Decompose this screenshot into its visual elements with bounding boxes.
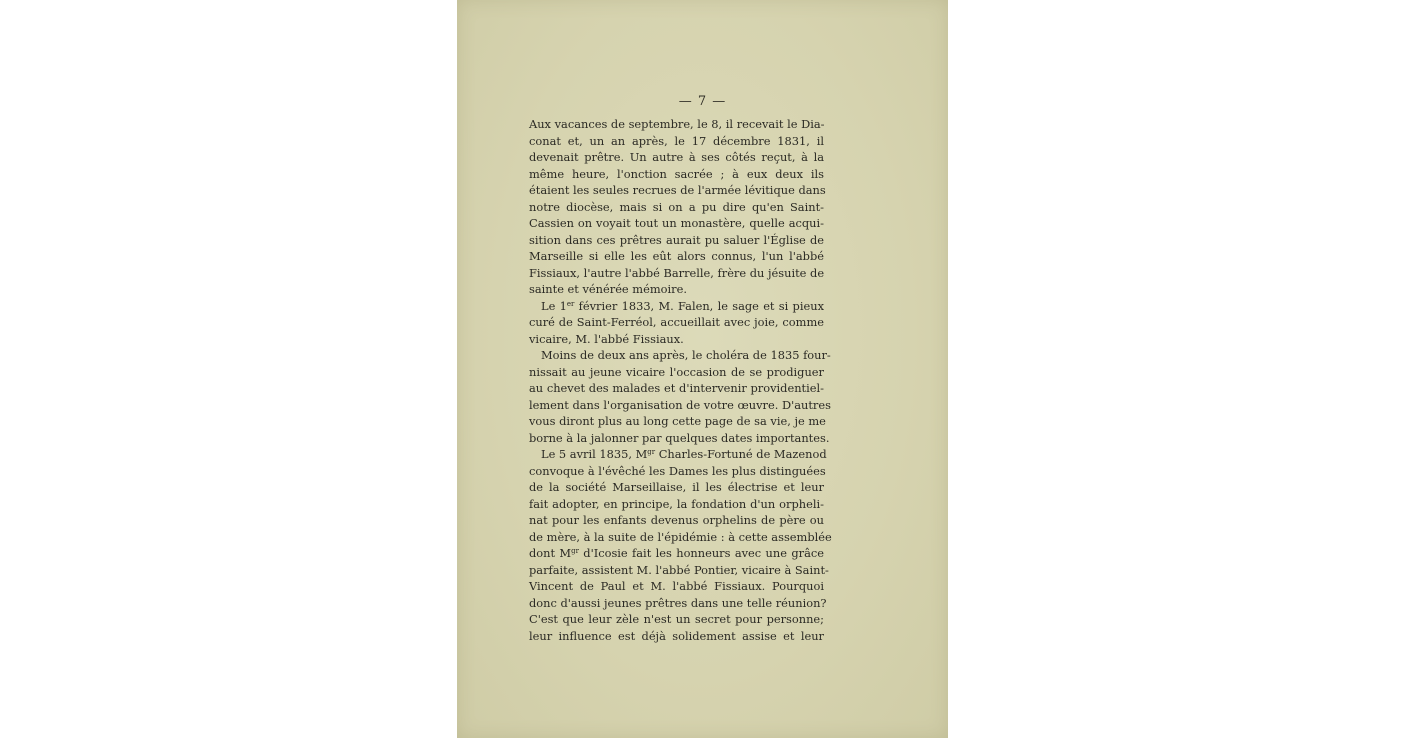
text-line: notre diocèse, mais si on a pu dire qu'en Saint-	[529, 199, 824, 214]
page-body-text	[529, 116, 832, 644]
text-line: Fissiaux, l'autre l'abbé Barrelle, frère du jésuite de	[529, 265, 825, 280]
text-line: curé de Saint-Ferréol, accueillait avec joie, comme	[529, 315, 824, 329]
text-line: vous diront plus au long cette page de sa vie, je me	[529, 414, 826, 428]
book-page	[457, 0, 948, 738]
text-line: nat pour les enfants devenus orphelins de père ou	[529, 513, 824, 527]
text-line: devenait prêtre. Un autre à ses côtés reçut, à la	[529, 150, 824, 164]
text-line: dont $M^{gr}$ d'Icosie fait les honneurs avec une grâce	[529, 546, 824, 560]
text-line: Aux vacances de septembre, le 8, il recevait le Dia-	[529, 117, 825, 131]
text-line: même heure, l'onction sacrée ; à eux deux ils	[529, 166, 824, 181]
text-line: lement dans l'organisation de votre œuvre. D'autres	[529, 397, 831, 412]
text-line: Le 1er février 1833, M. Falen, le sage et si pieux	[541, 298, 824, 313]
text-line: borne à la jalonner par quelques dates importantes.	[529, 430, 830, 445]
text-line: leur influence est déjà solidement assise et leur	[529, 628, 824, 643]
text-line: conat et, un an après, le 17 décembre 1831, il	[529, 133, 824, 148]
text-line: sition dans ces prêtres aurait pu saluer l'Église de	[529, 232, 824, 247]
text-line: de mère, à la suite de l'épidémie : à cette assemblée	[529, 529, 832, 544]
text-line: nissait au jeune vicaire l'occasion de se prodiguer	[529, 364, 824, 379]
text-line: au chevet des malades et d'intervenir providentiel-	[529, 381, 824, 395]
text-line: Le 5 avril 1835, $M^{gr}$ Charles-Fortuné de Mazenod	[541, 447, 827, 461]
text-line: Cassien on voyait tout un monastère, quelle acqui-	[529, 216, 824, 230]
text-line: de la société Marseillaise, il les électrise et leur	[529, 480, 824, 494]
text-line: parfaite, assistent M. l'abbé Pontier, vicaire à Saint-	[529, 562, 829, 577]
text-line: sainte et vénérée mémoire.	[529, 282, 687, 296]
page-number: — 7 —	[678, 94, 727, 109]
text-line: C'est que leur zèle n'est un secret pour personne;	[529, 612, 824, 626]
text-line: Vincent de Paul et M. l'abbé Fissiaux. Pourquoi	[529, 579, 824, 593]
text-line: Marseille si elle les eût alors connus, l'un l'abbé	[529, 249, 824, 263]
text-line: fait adopter, en principe, la fondation d'un orpheli-	[529, 496, 824, 511]
text-line: donc d'aussi jeunes prêtres dans une telle réunion?	[529, 595, 827, 610]
text-line: vicaire, M. l'abbé Fissiaux.	[529, 331, 684, 346]
text-line: convoque à l'évêché les Dames les plus distinguées	[529, 463, 826, 478]
text-line: étaient les seules recrues de l'armée lévitique dans	[529, 183, 826, 197]
text-line: Moins de deux ans après, le choléra de 1835 four-	[541, 348, 831, 362]
